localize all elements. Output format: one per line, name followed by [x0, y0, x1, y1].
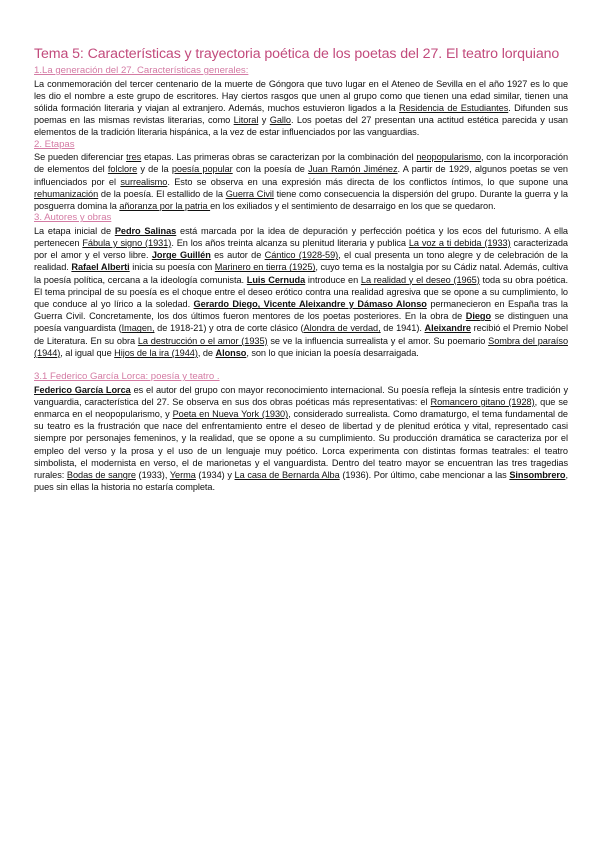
text-run: , de [197, 347, 216, 358]
text-run: toda su obra poética. El tema principal de su poesía es el choque entre el deseo erótico contra una realidad agresiva que se opone a su cumplimiento, lo que conduce al yo lírico a la soledad. [34, 274, 568, 310]
text-run: , considerado surrealista. Como dramaturgo, el tema fundamental de su teatro es la frustración que nace del enfrentamiento entre el deseo de libertad y de plenitud erótica y vital, representado casi siempre por personajes femeninos, y la realidad, que se opone a su cumplimiento. Su producción dramática se caracteriza por el empleo del verso y la prosa y el uso de un lenguaje muy poético. Lorca experimenta con distintas formas teatrales: el teatro simbolista, el modernista en verso, el de marionetas y el vanguardista. Dentro del teatro mayor se encuentran las tres tragedias rurales: [34, 409, 568, 481]
text-run: caracterizada por el amor y el verso libre. [34, 238, 568, 261]
text-run: , cuyo tema es la nostalgia por su Cádiz natal. Además, cultiva la poesía política, cercana a la ideología comunista. [34, 262, 569, 285]
text-run: , pues sin ellas la historia no estaría completa. [34, 470, 568, 493]
section-paragraph [34, 384, 568, 494]
text-run: recibió el Premio Nobel de Literatura. En su obra [34, 323, 568, 346]
underlined-term: Juan Ramón Jiménez [308, 164, 398, 175]
underlined-term: surrealismo [120, 176, 168, 187]
author-name: Jorge Guillén [151, 250, 211, 261]
author-name: Rafael Alberti [71, 262, 130, 273]
text-run: de 1918-21) y otra de corte clásico ( [154, 323, 304, 334]
text-run: etapas. Las primeras obras se caracterizan por la combinación del [141, 152, 417, 163]
document-body [34, 65, 568, 493]
underlined-term: Bodas de sangre [66, 470, 136, 481]
underlined-term: poesía popular [171, 164, 233, 175]
text-run: en los exiliados y el sentimiento de desarraigo en los que se quedaron. [210, 201, 496, 212]
section-paragraph [34, 225, 568, 359]
text-run: tiene como consecuencia la dispersión del grupo. Durante la guerra y la posguerra domina la [34, 188, 568, 212]
page-title: Tema 5: Características y trayectoria poética de los poetas del 27. El teatro lorquiano [34, 46, 560, 62]
underlined-term: añoranza por la patria [119, 201, 211, 212]
text-run: , que se enmarca en el neopopularismo, y [34, 396, 568, 420]
text-run: La etapa inicial de [34, 225, 115, 236]
text-run: de la poesía. El estallido de la [98, 188, 226, 199]
underlined-term: Poeta en Nueva York (1930) [172, 409, 289, 420]
underlined-term: Romancero gitano (1928) [430, 396, 535, 407]
text-run: La conmemoración del tercer centenario de la muerte de Góngora que tuvo lugar en el Ateneo de Sevilla en el año 1927 es lo que les dio el nombre a este grupo de escritores. Hay ciertos rasgos que unen al grupo como que tienen una edad similar, tienen una sólida formación literaria y viajan al extranjero. Además, muchos estuvieron ligados a la [34, 78, 568, 113]
section-heading: 1.La generación del 27. Características generales: [34, 65, 249, 76]
underlined-term: Litoral [233, 115, 259, 126]
underlined-term: Yerma [169, 470, 196, 481]
underlined-term: La casa de Bernarda Alba [234, 470, 340, 481]
text-run: permanecieron en España tras la Guerra Civil. Concretamente, los dos últimos fueron mentores de los poetas posteriores. En la obra de [34, 299, 568, 322]
text-run: , el cual presenta un tono alegre y de celebración de la realidad. [34, 250, 568, 273]
author-name: Gerardo Diego, Vicente Aleixandre y Dámaso Alonso [193, 299, 427, 310]
author-name: Alonso [215, 347, 247, 358]
author-name: Diego [465, 311, 492, 322]
underlined-term: Cántico (1928-59) [264, 250, 339, 261]
text-run: es el autor del grupo con mayor reconocimiento internacional. Su poesía refleja la síntesis entre tradición y vanguardia, característica del 27. Se observa en sus dos obras poéticas más representativas: el [34, 384, 568, 407]
section-spacer [34, 359, 568, 371]
text-run: . A partir de 1929, algunos poetas se ven influenciados por el [34, 164, 568, 187]
author-name: Federico García Lorca [34, 384, 131, 395]
text-run: de 1941). [380, 323, 425, 334]
text-run: y de la [137, 164, 172, 175]
text-run: , son lo que inician la poesía desarraigada. [246, 347, 419, 358]
text-run: con la poesía de [232, 164, 309, 175]
text-run: es autor de [210, 250, 265, 261]
underlined-term: Marinero en tierra (1925) [214, 262, 316, 273]
underlined-term: La voz a ti debida (1933) [408, 238, 511, 249]
underlined-term: La destrucción o el amor (1935) [137, 335, 268, 346]
section-paragraph [34, 151, 568, 212]
underlined-term: Sombra del paraíso (1944) [34, 335, 569, 358]
text-run: inicia su poesía con [129, 262, 215, 273]
underlined-term: Imagen, [121, 323, 155, 334]
underlined-term: Hijos de la ira (1944) [114, 347, 198, 358]
text-run: . Difunden sus poemas en las mismas revistas literarias, como [34, 103, 568, 126]
document-page [34, 46, 568, 493]
text-run: . Los poetas del 27 presentan una actitud estética parecida y usan elementos de la tradición literaria hispánica, a la vez de estar influenciados por las vanguardias. [34, 115, 568, 138]
text-run: se distinguen una poesía vanguardista ( [34, 311, 568, 334]
text-run: . En los años treinta alcanza su plenitud literaria y publica [171, 238, 409, 249]
text-run: Se pueden diferenciar [34, 152, 127, 163]
underlined-term: folclore [107, 164, 138, 175]
text-run: está marcada por la idea de depuración y perfección poética y los ecos del futurismo. A ella pertenecen [34, 225, 568, 249]
text-run: (1933), [135, 470, 170, 481]
section-heading: 2. Etapas [34, 138, 75, 150]
text-run: . Esto se observa en una expresión más directa de los conflictos íntimos, lo que supone una [167, 176, 568, 187]
underlined-term: neopopularismo [416, 152, 482, 163]
underlined-term: rehumanización [34, 188, 99, 199]
text-run: introduce en [305, 274, 361, 285]
text-run: se ve la influencia surrealista y el amor. Su poemario [267, 335, 489, 346]
underlined-term: Residencia de Estudiantes [399, 103, 509, 113]
underlined-term: Guerra Civil [225, 188, 274, 199]
section-heading: 3. Autores y obras [34, 212, 112, 224]
author-name: Sinsombrero [509, 470, 566, 481]
section-heading: 3.1 Federico García Lorca: poesía y teatro . [34, 371, 220, 383]
underlined-term: tres [126, 152, 142, 163]
text-run: (1934) y [195, 470, 235, 481]
text-run: , con la incorporación de elementos del [34, 152, 568, 175]
text-run: y [258, 115, 270, 126]
text-run: , al igual que [60, 347, 115, 358]
author-name: Aleixandre [424, 323, 471, 334]
underlined-term: Alondra de verdad, [303, 323, 381, 334]
underlined-term: Gallo [269, 115, 291, 126]
text-run: (1936). Por último, cabe mencionar a las [339, 470, 510, 481]
underlined-term: La realidad y el deseo (1965) [360, 274, 480, 285]
author-name: Pedro Salinas [114, 225, 177, 236]
section-paragraph [34, 78, 568, 139]
author-name: Luis Cernuda [246, 274, 306, 285]
underlined-term: Fábula y signo (1931) [82, 238, 172, 249]
